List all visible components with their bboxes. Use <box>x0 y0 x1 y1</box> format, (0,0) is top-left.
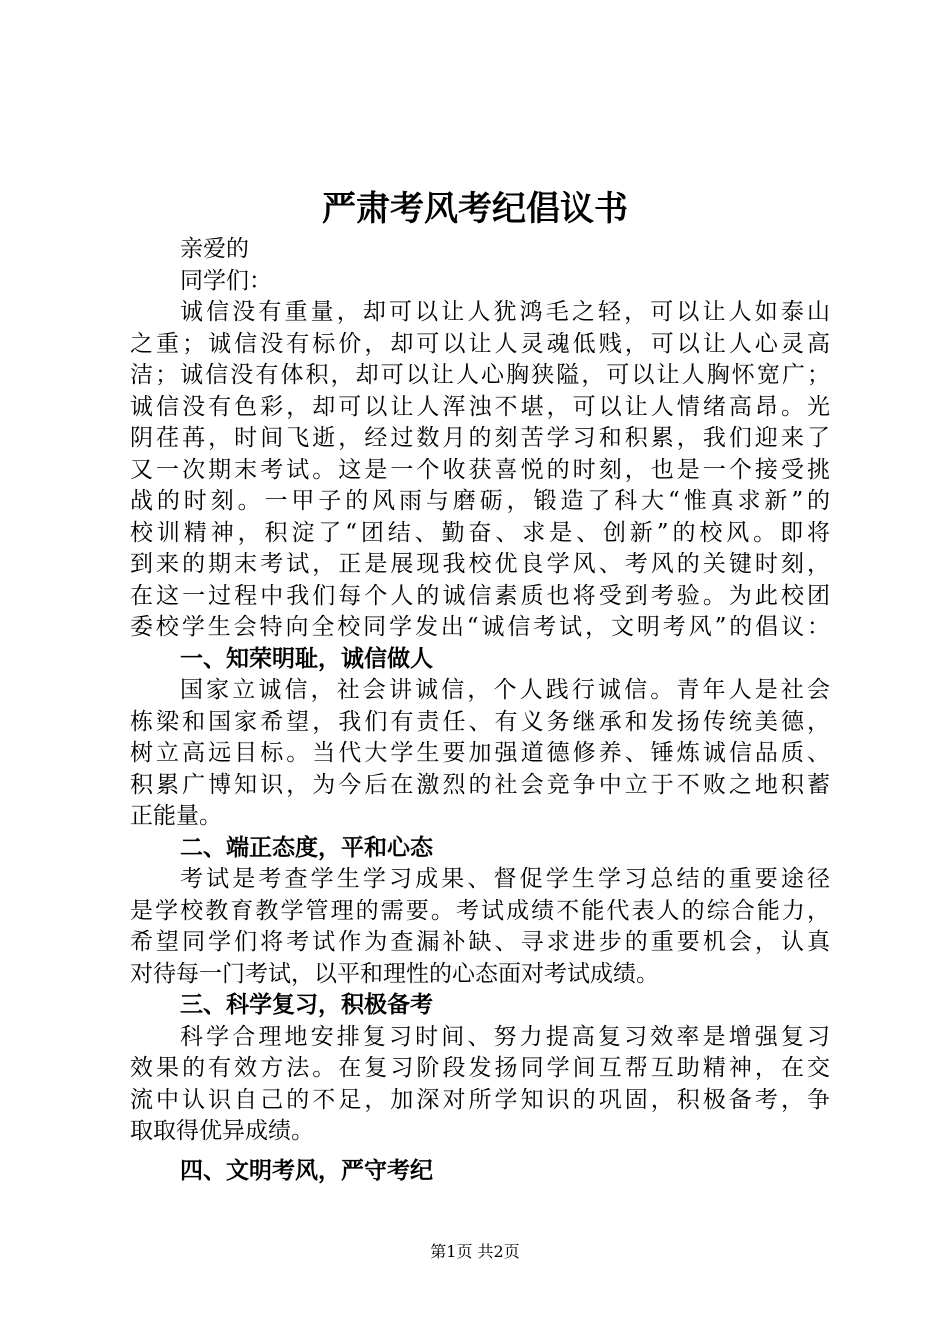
section-line: 栋梁和国家希望，我们有责任、有义务继承和发扬传统美德， <box>130 708 830 735</box>
intro-line: 诚信没有色彩，却可以让人浑浊不堪，可以让人情绪高昂。光 <box>130 393 830 420</box>
section-line: 考试是考查学生学习成果、督促学生学习总结的重要途径 <box>180 866 830 892</box>
salutation-line: 同学们： <box>180 267 272 294</box>
document-title: 严肃考风考纪倡议书 <box>322 189 628 229</box>
section-line: 正能量。 <box>130 803 222 829</box>
section-line: 流中认识自己的不足，加深对所学知识的巩固，积极备考，争 <box>130 1086 830 1113</box>
intro-line: 校训精神，积淀了“团结、勤奋、求是、创新”的校风。即将 <box>130 519 830 546</box>
section-line: 希望同学们将考试作为查漏补缺、寻求进步的重要机会，认真 <box>130 929 830 955</box>
intro-line: 到来的期末考试，正是展现我校优良学风、考风的关键时刻， <box>130 551 830 577</box>
section-heading: 三、科学复习，积极备考 <box>180 992 433 1018</box>
section-heading: 二、端正态度，平和心态 <box>180 834 433 861</box>
salutation-line: 亲爱的 <box>180 236 249 262</box>
section-line: 树立高远目标。当代大学生要加强道德修养、锤炼诚信品质、 <box>130 740 830 766</box>
section-line: 效果的有效方法。在复习阶段发扬同学间互帮互助精神，在交 <box>130 1055 830 1081</box>
intro-line: 之重；诚信没有标价，却可以让人灵魂低贱，可以让人心灵高 <box>130 330 830 357</box>
intro-line: 战的时刻。一甲子的风雨与磨砺，锻造了科大“惟真求新”的 <box>130 488 830 514</box>
intro-line: 阴荏苒，时间飞逝，经过数月的刻苦学习和积累，我们迎来了 <box>130 425 830 451</box>
intro-line: 委校学生会特向全校同学发出“诚信考试，文明考风”的倡议： <box>130 614 830 640</box>
document-body <box>130 234 830 1187</box>
intro-line: 又一次期末考试。这是一个收获喜悦的时刻，也是一个接受挑 <box>130 456 830 483</box>
section-line: 科学合理地安排复习时间、努力提高复习效率是增强复习 <box>180 1023 830 1050</box>
intro-line: 诚信没有重量，却可以让人犹鸿毛之轻，可以让人如泰山 <box>180 299 830 325</box>
section-line: 取取得优异成绩。 <box>130 1118 314 1144</box>
intro-line: 在这一过程中我们每个人的诚信素质也将受到考验。为此校团 <box>130 582 830 609</box>
section-heading: 一、知荣明耻，诚信做人 <box>180 645 433 672</box>
section-line: 是学校教育教学管理的需要。考试成绩不能代表人的综合能力， <box>130 897 830 924</box>
section-line: 积累广博知识，为今后在激烈的社会竞争中立于不败之地积蓄 <box>130 771 830 798</box>
section-line: 国家立诚信，社会讲诚信，个人践行诚信。青年人是社会 <box>180 677 830 703</box>
section-heading: 四、文明考风，严守考纪 <box>180 1157 433 1184</box>
page-footer: 第1页 共2页 <box>430 1242 520 1261</box>
section-line: 对待每一门考试，以平和理性的心态面对考试成绩。 <box>130 960 659 987</box>
intro-line: 洁；诚信没有体积，却可以让人心胸狭隘，可以让人胸怀宽广； <box>130 362 830 388</box>
